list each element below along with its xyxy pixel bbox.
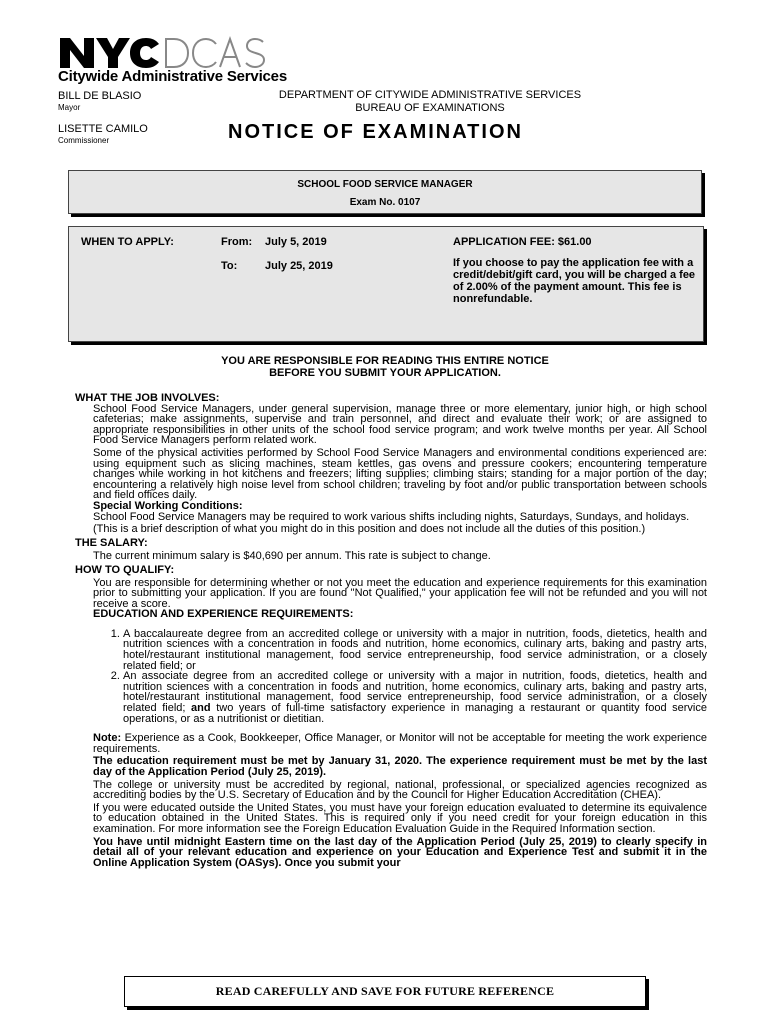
commissioner-name: LISETTE CAMILO: [58, 123, 148, 135]
page-title: NOTICE OF EXAMINATION: [228, 121, 523, 143]
from-date: July 5, 2019: [265, 236, 327, 248]
submission-deadline-paragraph: You have until midnight Eastern time on the last day of the Application Period (July 25, 2019) to clearly specify in detail all of your relevant education and experience on your Education and Experience Test and submit it in the Online Application System (OASys). Once you submit your: [93, 835, 707, 869]
mayor-title: Mayor: [58, 103, 81, 112]
application-period-box: [68, 226, 704, 342]
nyc-logo-icon: [60, 38, 159, 68]
list-item: [123, 671, 707, 724]
special-conditions-text: School Food Service Managers may be required to work various shifts including nights, Saturdays, Sundays, and holidays.: [93, 510, 690, 523]
from-label: From:: [221, 236, 253, 248]
fee-note: If you choose to pay the application fee with a credit/debit/gift card, you will be charged a fee of 2.00% of the payment amount. This fee is nonrefundable.: [453, 257, 696, 305]
qualify-heading: HOW TO QUALIFY:: [75, 563, 175, 576]
footer-text: READ CAREFULLY AND SAVE FOR FUTURE REFERENCE: [215, 984, 555, 998]
responsibility-line-2: BEFORE YOU SUBMIT YOUR APPLICATION.: [269, 367, 501, 379]
responsibility-line-1: YOU ARE RESPONSIBLE FOR READING THIS ENTIRE NOTICE: [221, 355, 549, 367]
org-name: Citywide Administrative Services: [58, 68, 287, 85]
deadline-paragraph: The education requirement must be met by January 31, 2020. The experience requirement must be met by the last day of the Application Period (July 25, 2019).: [93, 755, 707, 778]
requirement-2: An associate degree from an accredited college or university with a major in nutrition, foods, dietetics, health and nutrition sciences with a concentration in foods and nutrition, home economics, culinary arts, baking and pastry arts, hotel/restaurant institutional management, food service entrepreneurship, food service administration, or a closely related field;: [123, 670, 707, 715]
job-disclaimer: (This is a brief description of what you might do in this position and does not include all the duties of this position.): [93, 523, 646, 536]
salary-text: The current minimum salary is $40,690 per annum. This rate is subject to change.: [93, 550, 491, 563]
note-text: Experience as a Cook, Bookkeeper, Office Manager, or Monitor will not be acceptable for meeting the work experience requirements.: [93, 732, 707, 755]
requirement-1: A baccalaureate degree from an accredited college or university with a major in nutrition, foods, dietetics, health and nutrition sciences with a concentration in foods and nutrition, home economics, culinary arts, baking and pastry arts, hotel/restaurant institutional management, food service entrepreneurship, food service administration, or a closely related field; or: [123, 627, 707, 672]
exam-number: Exam No. 0107: [349, 197, 421, 208]
department-name: DEPARTMENT OF CITYWIDE ADMINISTRATIVE SERVICES: [278, 89, 582, 101]
list-item: [123, 629, 707, 671]
notice-body: [75, 392, 707, 868]
note-paragraph: [93, 733, 707, 754]
education-requirements-list: [75, 629, 707, 724]
to-date: July 25, 2019: [265, 260, 333, 272]
footer-banner: [124, 976, 646, 1007]
commissioner-title: Commissioner: [58, 136, 110, 145]
bureau-name: BUREAU OF EXAMINATIONS: [355, 102, 505, 114]
foreign-education-paragraph: If you were educated outside the United States, you must have your foreign education evaluated to determine its equivalence to education obtained in the United States. This is required only if you need credit for your foreign education in this examination. For more information see the Foreign Education Evaluation Guide in the Required Information section.: [93, 801, 707, 835]
accreditation-paragraph: The college or university must be accredited by regional, national, professional, or specialized agencies recognized as accrediting bodies by the U.S. Secretary of Education and by the Council for Higher Education Accreditation (CHEA).: [93, 778, 707, 802]
to-label: To:: [221, 260, 238, 272]
note-label: Note:: [93, 732, 122, 745]
job-paragraph: School Food Service Managers, under general supervision, manage three or more elementary, junior high, or high school cafeterias; make assignments, supervise and train personnel, and direct and evaluate their work; or are assigned to appropriate responsibilities in other units of the school food service program; and work twelve months per year. All School Food Service Managers perform related work.: [93, 402, 707, 447]
job-physical-paragraph: Some of the physical activities performed by School Food Service Managers and environmental conditions experienced are: using equipment such as slicing machines, steam kettles, gas ovens and pressure cookers; encountering temperature changes while working in hot kitchens and freezers; lifting supplies; climbing stairs; standing for a major portion of the day; encountering a relatively high noise level from school children; traveling by foot and/or public transportation between schools and field offices daily.: [93, 446, 707, 502]
dcas-logo-icon: [166, 39, 264, 67]
requirement-2-experience: two years of full-time satisfactory experience in managing a restaurant or quantity food service operations, or as a nutritionist or dietitian.: [123, 702, 707, 725]
education-heading: EDUCATION AND EXPERIENCE REQUIREMENTS:: [93, 608, 354, 621]
when-to-apply-label: WHEN TO APPLY:: [81, 236, 174, 248]
mayor-name: BILL DE BLASIO: [58, 90, 142, 102]
requirement-2-and: and: [191, 702, 211, 715]
exam-title-box: [68, 170, 702, 214]
exam-title: SCHOOL FOOD SERVICE MANAGER: [297, 179, 473, 190]
application-fee: APPLICATION FEE: $61.00: [453, 236, 592, 248]
salary-heading: THE SALARY:: [75, 536, 148, 549]
job-heading: WHAT THE JOB INVOLVES:: [75, 392, 220, 404]
special-conditions-heading: Special Working Conditions:: [93, 499, 243, 512]
qualify-paragraph: You are responsible for determining whether or not you meet the education and experience requirements for this examination prior to submitting your application. If you are found "Not Qualified," your application fee will not be refunded and you will not receive a score.: [93, 576, 707, 610]
